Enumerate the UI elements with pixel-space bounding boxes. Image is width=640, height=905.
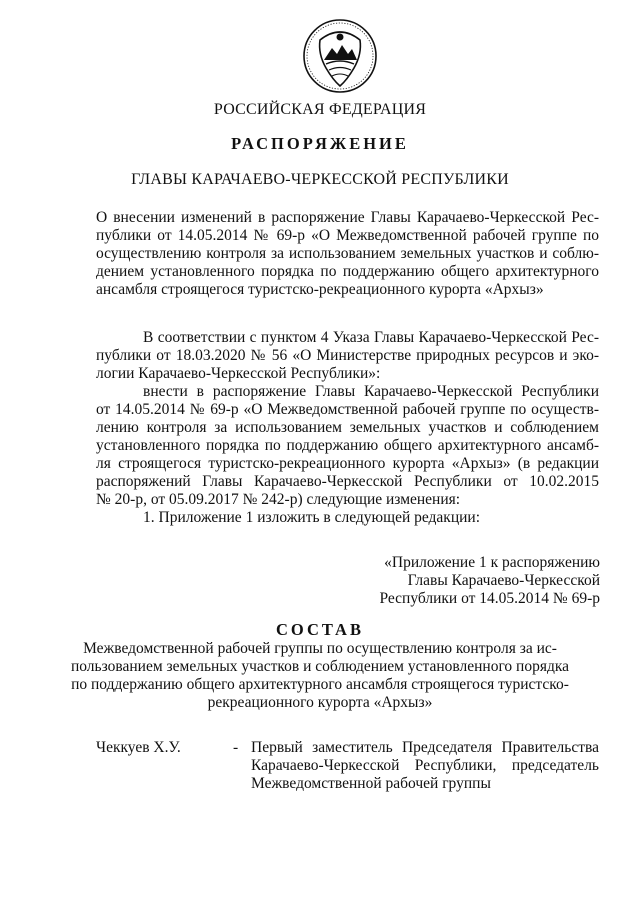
body-line: установленного порядка по поддержанию общего архитектурного ансамб- (96, 437, 599, 454)
body-line: № 20-р, от 05.09.2017 № 242-р) следующие изменения: (96, 491, 461, 508)
body-line: В соответствии с пунктом 4 Указа Главы Карачаево-Черкесской Рес- (143, 329, 599, 346)
body-line: внести в распоряжение Главы Карачаево-Черкесской Республики (143, 383, 599, 400)
member-role-line: Межведомственной рабочей группы (251, 775, 491, 792)
body-line: лению контроля за использованием земельных участков и соблюдением (96, 419, 599, 436)
composition-subtitle-line: рекреационного курорта «Архыз» (207, 694, 433, 711)
member-name: Чеккуев Х.У. (96, 739, 181, 756)
composition-subtitle-line: пользованием земельных участков и соблюдением установленного порядка (70, 658, 570, 675)
body-line: 1. Приложение 1 изложить в следующей редакции: (143, 509, 481, 526)
composition-subtitle-line: по поддержанию общего архитектурного ансамбля строящегося туристско- (71, 676, 569, 693)
document-type-heading: РАСПОРЯЖЕНИЕ (231, 134, 409, 153)
composition-heading: СОСТАВ (276, 620, 364, 639)
title-line: публики от 14.05.2014 № 69-р «О Межведомственной рабочей группе по (96, 227, 599, 244)
member-dash: - (233, 739, 239, 756)
body-line: от 14.05.2014 № 69-р «О Межведомственной рабочей группе по осуществ- (96, 401, 599, 418)
title-line: осуществлению контроля за использованием земельных участков и соблю- (96, 245, 599, 262)
appendix-line: Республики от 14.05.2014 № 69-р (379, 590, 600, 607)
title-line: ансамбля строящегося туристско-рекреационного курорта «Архыз» (96, 281, 544, 298)
body-line: публики от 18.03.2020 № 56 «О Министерстве природных ресурсов и эко- (96, 347, 599, 364)
appendix-line: Главы Карачаево-Черкесской (407, 572, 600, 589)
federation-heading: РОССИЙСКАЯ ФЕДЕРАЦИЯ (213, 101, 427, 118)
member-role-line: Первый заместитель Председателя Правительства (251, 739, 599, 756)
appendix-line: «Приложение 1 к распоряжению (384, 554, 600, 571)
coat-of-arms-emblem (302, 18, 378, 94)
title-line: дением установленного порядка по поддержанию общего архитектурного (96, 263, 599, 280)
body-line: распоряжений Главы Карачаево-Черкесской Республики от 10.02.2015 (96, 473, 599, 490)
title-line: О внесении изменений в распоряжение Главы Карачаево-Черкесской Рес- (96, 209, 599, 226)
body-line: ля строящегося туристско-рекреационного курорта «Архыз» (в редакции (96, 455, 599, 472)
body-line: логии Карачаево-Черкесской Республики»: (96, 365, 381, 382)
issuer-heading: ГЛАВЫ КАРАЧАЕВО-ЧЕРКЕССКОЙ РЕСПУБЛИКИ (131, 171, 509, 188)
member-role-line: Карачаево-Черкесской Республики, председатель (251, 757, 599, 774)
composition-subtitle-line: Межведомственной рабочей группы по осуществлению контроля за ис- (83, 640, 557, 657)
